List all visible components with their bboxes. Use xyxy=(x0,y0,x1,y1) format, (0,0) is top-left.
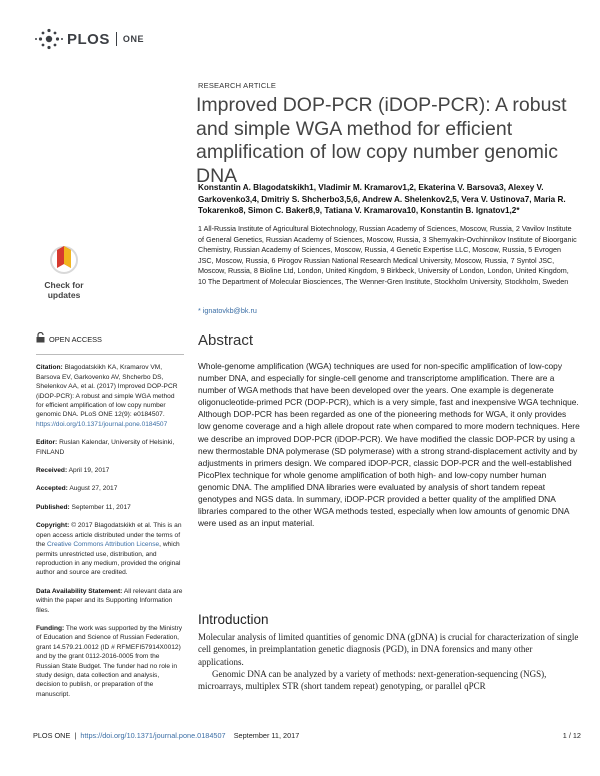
footer-citation: PLOS ONE | https://doi.org/10.1371/journal.pone.0184507 September 11, 2017 xyxy=(33,731,300,740)
copyright-text-end: , which permits unrestricted use, distribution, and reproduction in any medium, provided the original author and source are credited. xyxy=(36,541,181,577)
received-label: Received: xyxy=(36,467,68,475)
citation-doi-link[interactable]: https://doi.org/10.1371/journal.pone.0184507 xyxy=(36,420,168,428)
citation-block xyxy=(36,363,184,429)
accepted-block xyxy=(36,484,184,493)
data-availability-text: All relevant data are within the paper and its Supporting Information files. xyxy=(36,587,183,614)
journal-name: ONE xyxy=(122,34,145,44)
footer-date: September 11, 2017 xyxy=(233,731,300,740)
footer-doi-link[interactable]: https://doi.org/10.1371/journal.pone.0184507 xyxy=(80,731,226,740)
affiliations: 1 All-Russia Institute of Agricultural Biotechnology, Russian Academy of Sciences, Moscow, Russia, 2 Vavilov Institute of General Genetics, Russian Academy of Sciences, Moscow, Russia, 3 Shemyakin-Ovchinnikov Institute of Bioorganic Chemistry, Russian Academy of Sciences, Moscow, Russia, 4 Genetic Expertise LLC, Moscow, Russia, 5 Evrogen JSC, Moscow, Russia, 6 Pirogov Russian National Research Medical University, Moscow, Russia, 7 Syntol JSC, Moscow, Russia, 8 Bioline Ltd, London, United Kingdom, 9 Birkbeck, University of London, London, United Kingdom, 10 The Department of Molecular Biosciences, The Wenner-Gren Institute, Stockholm University, Stockholm, Sweden xyxy=(198,224,577,286)
funding-label: Funding: xyxy=(36,624,65,632)
citation-text: Blagodatskikh KA, Kramarov VM, Barsova EV, Garkovenko AV, Shcherbo DS, Shelenkov AA, et al. (2017) Improved DOP-PCR (iDOP-PCR): A robust and simple WGA method for efficient amplification of low copy number genomic DNA. PLoS ONE 12(9): e0184507. xyxy=(36,364,178,419)
publisher-name: PLOS xyxy=(67,30,110,48)
editor-text: Ruslan Kalendar, University of Helsinki, FINLAND xyxy=(36,439,175,456)
copyright-block xyxy=(36,521,184,577)
published-date: September 11, 2017 xyxy=(71,503,131,511)
open-lock-icon xyxy=(36,332,45,346)
copyright-label: Copyright: xyxy=(36,522,70,530)
sidebar-divider xyxy=(36,354,184,355)
abstract-heading: Abstract xyxy=(198,332,254,349)
editor-label: Editor: xyxy=(36,439,58,447)
data-availability-block xyxy=(36,587,184,615)
article-title: Improved DOP-PCR (iDOP-PCR): A robust and simple WGA method for efficient amplification of low copy number genomic DNA xyxy=(196,94,567,187)
data-availability-label: Data Availability Statement: xyxy=(36,587,123,595)
accepted-date: August 27, 2017 xyxy=(69,485,118,493)
check-for-updates-badge[interactable] xyxy=(36,240,92,304)
article-type: RESEARCH ARTICLE xyxy=(198,81,277,90)
introduction-body xyxy=(198,631,580,692)
page-number: 1 / 12 xyxy=(562,731,581,740)
intro-paragraph-2: Genomic DNA can be analyzed by a variety of methods: next-generation-sequencing (NGS), microarrays, multiplex STR (short tandem repeat) genotyping, or parallel qPCR xyxy=(198,668,547,692)
open-access-label: OPEN ACCESS xyxy=(49,334,102,344)
funding-text: The work was supported by the Ministry of Education and Science of Russian Federation, grant 14.579.21.0012 (ID # RFMEFI57914X0012) and by the grant 0112-2016-0005 from the Russian State Budget. The funder had no role in study design, data collection and analysis, decision to publish, or preparation of the manuscript. xyxy=(36,624,183,698)
badge-line-1: Check for xyxy=(44,280,84,290)
page-footer xyxy=(33,731,581,740)
corresponding-email[interactable]: * ignatovkb@bk.ru xyxy=(198,306,257,315)
copyright-text: © 2017 Blagodatskikh et al. This is an open access article distributed under the terms of the xyxy=(36,522,182,549)
article-info-sidebar xyxy=(36,332,184,708)
license-link[interactable]: Creative Commons Attribution License xyxy=(47,541,160,549)
abstract-text: Whole-genome amplification (WGA) techniques are used for non-specific amplification of low-copy number DNA, and especially for single-cell genome and transcriptome amplification. There are a number of WGA methods that have been developed over the years. One example is degenerate oligonucleotide-primed PCR (DOP-PCR), which is a very simple, fast and inexpensive WGA technique. Although DOP-PCR has been regarded as one of the pioneering methods for WGA, it only provides low genome coverage and a high allele dropout rate when compared to more modern techniques. Here we describe an improved DOP-PCR (iDOP-PCR). We have modified the classic DOP-PCR by using a new thermostable DNA polymerase (SD polymerase) with a strong strand-displacement activity and by adjustments in primers design. We compared iDOP-PCR, classic DOP-PCR and the well-established PicoPlex technique for whole genome amplification of both high- and low-copy number human genomic DNA. The amplified DNA libraries were evaluated by analysis of short tandem repeat genotypes and NGS data. In summary, iDOP-PCR provided a better quality of the amplified DNA libraries compared to the other WGA methods tested, especially when low amounts of genomic DNA were used as an input material. xyxy=(198,361,580,529)
logo-divider xyxy=(116,32,117,46)
open-access-row xyxy=(36,332,184,346)
published-label: Published: xyxy=(36,503,70,511)
received-date: April 19, 2017 xyxy=(68,467,110,475)
published-block xyxy=(36,503,184,512)
citation-label: Citation: xyxy=(36,364,63,372)
plos-one-logo[interactable] xyxy=(34,28,144,50)
introduction-heading: Introduction xyxy=(198,612,269,627)
accepted-label: Accepted: xyxy=(36,485,68,493)
received-block xyxy=(36,466,184,475)
author-list: Konstantin A. Blagodatskikh1, Vladimir M. Kramarov1,2, Ekaterina V. Barsova3, Alexey V. Garkovenko3,4, Dmitriy S. Shcherbo3,5,6, Andrew A. Shelenkov2,5, Vera V. Ustinova7, Maria R. Tokarenko8, Simon C. Baker8,9, Tatiana V. Kramarova10, Konstantin B. Ignatov1,2* xyxy=(198,183,566,216)
plos-sun-icon xyxy=(34,28,64,50)
funding-block xyxy=(36,624,184,699)
intro-paragraph-1: Molecular analysis of limited quantities of genomic DNA (gDNA) is crucial for characterization of single cell genomes, in preimplantation genetic diagnosis (PGD), in DNA forensics and many other applications. xyxy=(198,632,579,667)
footer-journal: PLOS ONE xyxy=(33,731,71,740)
badge-line-2: updates xyxy=(47,290,81,300)
bookmark-ribbon-icon xyxy=(51,246,77,273)
editor-block xyxy=(36,438,184,457)
